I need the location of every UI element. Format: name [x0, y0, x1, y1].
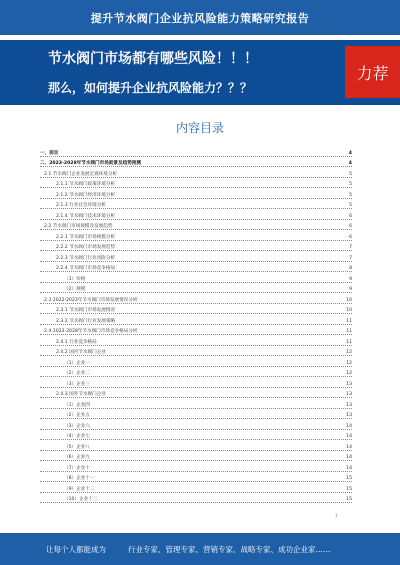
toc-entry[interactable] [40, 419, 352, 430]
toc-entry-page: 9 [349, 276, 352, 282]
toc-entry-title: 一、前言 [40, 150, 59, 156]
toc-entry[interactable] [40, 325, 352, 336]
toc-entry-page: 5 [349, 192, 352, 198]
toc-entry-page: 10 [346, 308, 352, 313]
toc-entry-page: 5 [349, 171, 352, 177]
toc-entry-page: 12 [346, 371, 352, 376]
toc-entry[interactable] [40, 188, 352, 199]
toc-entry-page: 4 [348, 161, 352, 166]
toc-entry-page: 13 [346, 413, 352, 418]
toc-entry[interactable] [40, 262, 352, 273]
toc-entry-title: （6）企业九 [64, 455, 90, 460]
toc-entry[interactable] [40, 430, 352, 441]
toc-entry[interactable] [40, 440, 352, 451]
toc-entry[interactable] [40, 251, 352, 262]
toc-title: 内容目录 [175, 121, 224, 135]
toc-entry-title: 2.3.2 节水阀门行业发展策略 [56, 318, 116, 324]
footer-roles: 行业专家、管理专家、营销专家、战略专家、成功企业家…… [128, 544, 331, 554]
toc-entry-title: 2.1.2 节水阀门经济环境分析 [56, 192, 116, 198]
toc-entry[interactable] [40, 388, 352, 399]
toc-entry-title: （8）企业十一 [64, 476, 95, 481]
toc-entry[interactable] [40, 157, 352, 168]
footer-bar [0, 533, 400, 565]
toc-entry-title: 2.4.3 国外节水阀门企业 [56, 392, 106, 397]
toc-entry-title: 2.3.1 节水阀门市场发展情况 [56, 308, 116, 313]
toc-entry-title: 2.1.3 行业社会环境分析 [56, 203, 106, 208]
toc-entry-title: 2.2.3 节水阀门行业风险分析 [56, 255, 116, 261]
toc-entry-page: 14 [346, 444, 352, 450]
toc-entry[interactable] [40, 335, 352, 346]
toc-entry[interactable] [40, 304, 352, 315]
toc-entry-title: （3）企业三 [64, 381, 90, 387]
toc-entry-page: 11 [346, 329, 352, 334]
toc-entry-title: （1）企业一 [64, 360, 90, 366]
toc-entry[interactable] [40, 272, 352, 283]
toc-entry[interactable] [40, 220, 352, 231]
toc-entry[interactable] [40, 377, 352, 388]
toc-entry-title: （5）企业八 [64, 444, 90, 450]
toc-entry-title: （9）企业十二 [64, 486, 95, 492]
toc-entry-title: 2.4.1 行业竞争格局 [56, 339, 97, 345]
toc-entry-page: 15 [346, 486, 352, 492]
toc-entry-page: 11 [346, 339, 352, 345]
toc-entry-title: （1）企业四 [64, 402, 90, 408]
toc-entry-page: 13 [346, 402, 352, 408]
toc-entry[interactable] [40, 178, 352, 189]
toc-entry[interactable] [40, 167, 352, 178]
toc-entry[interactable] [40, 230, 352, 241]
toc-entry[interactable] [40, 356, 352, 367]
toc-entry-page: 14 [346, 423, 352, 429]
toc-entry[interactable] [40, 398, 352, 409]
toc-entry-page: 13 [346, 381, 352, 387]
toc-entry-title: （2）企业五 [64, 413, 90, 418]
brand-badge: 力荐 [345, 46, 400, 98]
toc-entry-title: 二、2023-2028年节水阀门市场前景及趋势预测 [40, 161, 141, 166]
toc-entry[interactable] [40, 209, 352, 220]
toc-entry-page: 12 [346, 360, 352, 366]
toc-entry-page: 14 [346, 455, 352, 460]
toc-entry-title: （2）企业二 [64, 371, 90, 376]
banner-subheadline: 那么，如何提升企业抗风险能力？？？ [48, 81, 253, 95]
toc-entry-page: 8 [349, 266, 352, 271]
toc-entry-page: 12 [346, 350, 352, 355]
toc-entry-page: 6 [349, 213, 352, 219]
toc-entry-page: 11 [346, 318, 352, 324]
page-number: 1 [335, 513, 338, 518]
toc-entry-page: 14 [346, 434, 352, 439]
toc-entry[interactable] [40, 409, 352, 420]
toc-entry-title: （1）价格 [64, 276, 86, 282]
toc-entry[interactable] [40, 472, 352, 483]
toc-entry-title: （4）企业七 [64, 434, 90, 439]
toc-entry[interactable] [40, 451, 352, 462]
report-header [0, 0, 400, 35]
toc-entry-page: 6 [349, 224, 352, 229]
toc-entry[interactable] [40, 346, 352, 357]
toc-entry-title: 2.2 节水阀门市场规模及发展趋势 [44, 224, 113, 229]
toc-entry-title: （3）企业六 [64, 423, 90, 429]
footer-slogan: 让每个人都能成为 [46, 544, 106, 554]
toc-entry-title: 2.1 节水阀门企业发展宏观环境分析 [44, 171, 118, 177]
toc-entry[interactable] [40, 146, 352, 157]
toc-entry-page: 15 [346, 476, 352, 481]
toc-entry-page: 9 [349, 287, 352, 292]
toc-entry-title: （2）规模 [64, 287, 86, 292]
toc-entry-title: 2.3 2022-2023年节水阀门市场发展情况分析 [44, 297, 138, 303]
toc-entry[interactable] [40, 367, 352, 378]
toc-entry[interactable] [40, 461, 352, 472]
toc-entry-title: 2.2.4 节水阀门市场竞争格局 [56, 266, 116, 271]
toc-entry[interactable] [40, 283, 352, 294]
toc-entry[interactable] [40, 199, 352, 210]
toc-entry-page: 7 [349, 255, 352, 261]
toc-entry-title: （7）企业十 [64, 465, 90, 471]
toc-entry-page: 5 [349, 182, 352, 187]
toc-entry[interactable] [40, 314, 352, 325]
toc-entry-page: 10 [346, 297, 352, 303]
toc-entry[interactable] [40, 293, 352, 304]
banner-headline: 节水阀门市场都有哪些风险！！！ [48, 51, 258, 67]
toc-entry-title: 2.1.4 节水阀门技术环境分析 [56, 213, 116, 219]
toc-entry-title: 2.2.1 节水阀门市场规模分析 [56, 234, 116, 240]
toc-entry[interactable] [40, 241, 352, 252]
toc-entry-page: 4 [348, 150, 352, 156]
toc-entry-page: 6 [349, 234, 352, 240]
report-title: 提升节水阀门企业抗风险能力策略研究报告 [90, 11, 310, 25]
toc-entry[interactable] [40, 493, 352, 504]
toc-entry-title: 2.1.1 节水阀门政策环境分析 [56, 182, 116, 187]
toc-entry-page: 14 [346, 465, 352, 471]
toc-entry-title: 2.4.2 国内节水阀门企业 [56, 350, 106, 355]
toc-entry[interactable] [40, 482, 352, 493]
toc-entry-page: 5 [349, 203, 352, 208]
toc-entry-page: 15 [346, 497, 352, 502]
table-of-contents [40, 146, 352, 503]
toc-entry-title: 2.4 2023-2028年节水阀门市场竞争格局分析 [44, 329, 138, 334]
toc-entry-title: （10）企业十三 [64, 497, 98, 502]
banner [0, 40, 400, 105]
toc-entry-title: 2.2.2 节水阀门市场发展趋势 [56, 245, 116, 250]
toc-entry-page: 7 [349, 245, 352, 250]
toc-entry-page: 13 [346, 392, 352, 397]
